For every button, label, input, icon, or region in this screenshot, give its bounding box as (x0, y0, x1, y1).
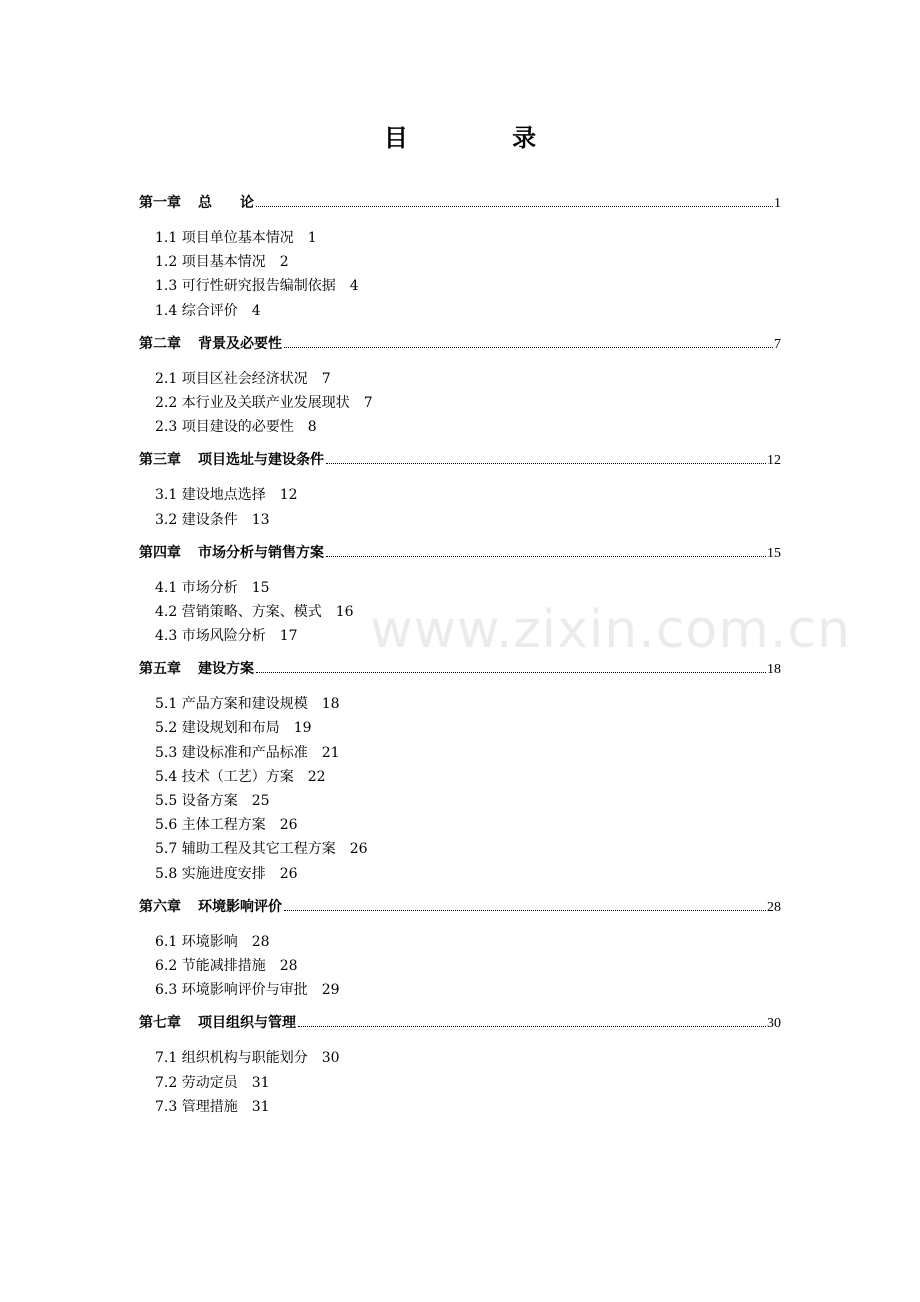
section-number: 4.3 (155, 628, 178, 645)
dot-leader (256, 205, 773, 207)
toc-section-entry[interactable] (155, 1095, 781, 1119)
section-page-number: 28 (251, 933, 270, 950)
toc-section-entry[interactable] (155, 741, 781, 765)
toc-section-entry[interactable] (155, 1071, 781, 1095)
toc-chapter-entry[interactable] (139, 192, 781, 216)
section-title: 节能减排措施 (181, 957, 266, 974)
section-title: 项目基本情况 (181, 254, 266, 271)
section-page-number: 26 (279, 865, 298, 882)
toc-section-entry[interactable] (155, 978, 781, 1002)
chapter-sections-list (139, 367, 781, 440)
section-number: 7.1 (155, 1050, 178, 1067)
section-title: 劳动定员 (181, 1074, 238, 1091)
section-title: 建设地点选择 (181, 487, 266, 504)
section-number: 5.8 (155, 865, 178, 882)
section-title: 主体工程方案 (181, 817, 266, 834)
chapter-number: 第五章 (139, 661, 181, 678)
watermark-text: www.zixin.com.cn (370, 600, 851, 660)
section-page-number: 30 (321, 1050, 340, 1067)
toc-section-entry[interactable] (155, 1046, 781, 1070)
dot-leader (326, 555, 766, 557)
toc-section-entry[interactable] (155, 508, 781, 532)
section-number: 2.2 (155, 394, 178, 411)
toc-chapter-entry[interactable] (139, 1012, 781, 1036)
chapter-page-number: 15 (767, 545, 781, 561)
section-page-number: 22 (307, 768, 326, 785)
section-title: 技术（工艺）方案 (181, 768, 294, 785)
toc-section-entry[interactable] (155, 299, 781, 323)
toc-section-entry[interactable] (155, 789, 781, 813)
section-page-number: 16 (335, 603, 354, 620)
section-title: 建设规划和布局 (181, 720, 280, 737)
toc-section-entry[interactable] (155, 226, 781, 250)
section-title: 项目单位基本情况 (181, 230, 294, 246)
section-page-number: 26 (279, 817, 298, 834)
toc-section-entry[interactable] (155, 483, 781, 507)
section-title: 建设标准和产品标准 (181, 744, 308, 761)
toc-chapter-entry[interactable] (139, 896, 781, 920)
section-page-number: 4 (251, 302, 261, 319)
section-title: 实施进度安排 (181, 865, 266, 882)
dot-leader (256, 671, 766, 673)
toc-section-entry[interactable] (155, 862, 781, 886)
section-number: 5.1 (155, 696, 178, 713)
section-title: 项目建设的必要性 (181, 419, 294, 436)
section-title: 组织机构与职能划分 (181, 1050, 308, 1067)
toc-title: 目 录 (383, 124, 585, 152)
section-page-number: 25 (251, 793, 270, 809)
section-page-number: 26 (349, 841, 368, 858)
section-page-number: 21 (321, 744, 340, 761)
toc-section-entry[interactable] (155, 930, 781, 954)
chapter-page-number: 28 (767, 899, 781, 915)
chapter-page-number: 7 (774, 336, 781, 352)
chapter-sections-list (139, 692, 781, 886)
chapter-sections-list (139, 930, 781, 1003)
toc-section-entry[interactable] (155, 576, 781, 600)
section-title: 本行业及关联产业发展现状 (181, 394, 350, 411)
chapter-number: 第六章 (139, 898, 181, 915)
chapter-title: 环境影响评价 (198, 898, 282, 915)
chapter-number: 第四章 (139, 544, 181, 561)
section-number: 2.3 (155, 419, 178, 436)
section-number: 1.4 (155, 302, 178, 319)
section-number: 3.2 (155, 511, 178, 528)
section-title: 项目区社会经济状况 (181, 370, 308, 387)
dot-leader (284, 346, 773, 348)
dot-leader (326, 462, 766, 464)
toc-section-entry[interactable] (155, 367, 781, 391)
section-page-number: 31 (251, 1098, 270, 1115)
section-page-number: 29 (321, 982, 340, 999)
section-number: 4.2 (155, 603, 178, 620)
section-title: 建设条件 (181, 511, 238, 528)
chapter-page-number: 12 (767, 453, 781, 469)
section-page-number: 2 (279, 254, 289, 271)
toc-chapter-entry[interactable] (139, 542, 781, 566)
section-number: 5.6 (155, 817, 178, 834)
section-page-number: 13 (251, 511, 270, 528)
section-title: 辅助工程及其它工程方案 (181, 841, 336, 858)
section-title: 设备方案 (181, 793, 238, 809)
section-number: 5.5 (155, 793, 178, 809)
chapter-sections-list (139, 483, 781, 531)
chapter-title: 项目组织与管理 (198, 1015, 296, 1032)
chapter-sections-list (139, 1046, 781, 1119)
section-title: 综合评价 (181, 302, 238, 319)
toc-section-entry[interactable] (155, 837, 781, 861)
toc-section-entry[interactable] (155, 415, 781, 439)
section-title: 环境影响 (181, 933, 238, 950)
chapter-title: 项目选址与建设条件 (198, 452, 324, 469)
chapter-page-number: 30 (767, 1016, 781, 1032)
toc-section-entry[interactable] (155, 813, 781, 837)
section-number: 6.2 (155, 957, 178, 974)
section-page-number: 12 (279, 487, 298, 504)
section-page-number: 8 (307, 419, 317, 436)
chapter-sections-list (139, 576, 781, 649)
toc-section-entry[interactable] (155, 274, 781, 298)
section-title: 营销策略、方案、模式 (181, 603, 322, 620)
toc-section-entry[interactable] (155, 250, 781, 274)
section-page-number: 15 (251, 579, 270, 596)
section-title: 市场风险分析 (181, 628, 266, 645)
section-number: 5.7 (155, 841, 178, 858)
section-number: 4.1 (155, 579, 178, 596)
section-page-number: 28 (279, 957, 298, 974)
toc-chapter-entry[interactable] (139, 449, 781, 473)
section-title: 环境影响评价与审批 (181, 982, 308, 999)
section-number: 1.3 (155, 278, 178, 295)
section-page-number: 7 (363, 394, 373, 411)
section-number: 1.2 (155, 254, 178, 271)
section-title: 市场分析 (181, 579, 238, 596)
section-page-number: 4 (349, 278, 359, 295)
toc-section-entry[interactable] (155, 600, 781, 624)
table-of-contents (139, 186, 781, 1129)
section-page-number: 7 (321, 370, 331, 387)
chapter-title: 市场分析与销售方案 (198, 544, 324, 561)
section-page-number: 19 (293, 720, 312, 737)
section-page-number: 17 (279, 628, 298, 645)
section-title: 管理措施 (181, 1098, 238, 1115)
chapter-title: 总 论 (198, 195, 254, 211)
toc-section-entry[interactable] (155, 954, 781, 978)
section-number: 6.1 (155, 933, 178, 950)
section-number: 7.2 (155, 1074, 178, 1091)
section-number: 7.3 (155, 1098, 178, 1115)
toc-section-entry[interactable] (155, 765, 781, 789)
section-number: 3.1 (155, 487, 178, 504)
section-number: 1.1 (155, 230, 178, 246)
chapter-sections-list (139, 226, 781, 323)
dot-leader (284, 909, 766, 911)
dot-leader (298, 1025, 766, 1027)
section-title: 产品方案和建设规模 (181, 696, 308, 713)
section-number: 5.3 (155, 744, 178, 761)
chapter-page-number: 18 (767, 662, 781, 678)
chapter-title: 背景及必要性 (198, 335, 282, 352)
section-page-number: 18 (321, 696, 340, 713)
toc-section-entry[interactable] (155, 624, 781, 648)
section-number: 2.1 (155, 370, 178, 387)
chapter-number: 第七章 (139, 1015, 181, 1032)
chapter-page-number: 1 (774, 196, 781, 211)
section-page-number: 31 (251, 1074, 270, 1091)
chapter-number: 第三章 (139, 452, 181, 469)
chapter-number: 第一章 (139, 195, 181, 211)
chapter-title: 建设方案 (198, 661, 254, 678)
toc-section-entry[interactable] (155, 716, 781, 740)
toc-section-entry[interactable] (155, 692, 781, 716)
toc-section-entry[interactable] (155, 391, 781, 415)
toc-chapter-entry[interactable] (139, 658, 781, 682)
section-number: 6.3 (155, 982, 178, 999)
toc-chapter-entry[interactable] (139, 333, 781, 357)
section-number: 5.2 (155, 720, 178, 737)
section-page-number: 1 (307, 230, 317, 246)
section-number: 5.4 (155, 768, 178, 785)
chapter-number: 第二章 (139, 335, 181, 352)
section-title: 可行性研究报告编制依据 (181, 278, 336, 295)
